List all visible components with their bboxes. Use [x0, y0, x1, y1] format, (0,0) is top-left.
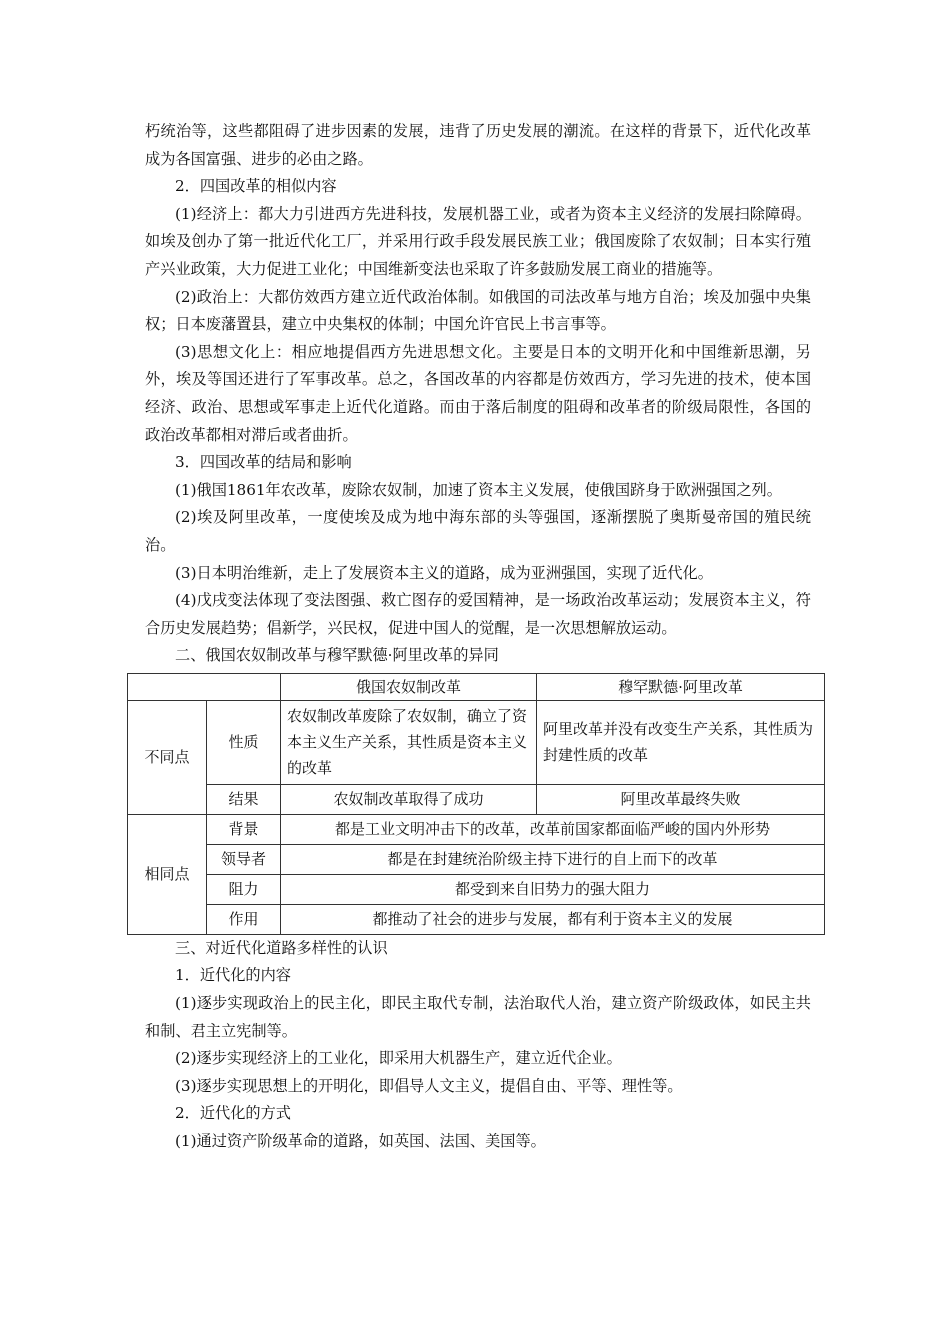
label-nature: 性质	[207, 700, 281, 784]
paragraph-democratization: (1)逐步实现政治上的民主化，即民主取代专制，法治取代人治，建立资产阶级政体，如民主共和制、君主立宪制等。	[145, 994, 811, 1040]
paragraph-revolution: (1)通过资产阶级革命的道路，如英国、法国、美国等。	[175, 1132, 546, 1151]
header-russia: 俄国农奴制改革	[281, 673, 537, 700]
paragraph-economy: (1)经济上：都大力引进西方先进科技，发展机器工业，或者为资本主义经济的发展扫除障碍。如埃及创办了第一批近代化工厂，并采用行政手段发展民族工业；俄国废除了农奴制；日本实行殖产兴业政策，大力促进工业化；中国维新变法也采取了许多鼓励发展工商业的措施等。	[145, 204, 811, 278]
cell-nature-ali: 阿里改革并没有改变生产关系，其性质为封建性质的改革	[537, 700, 825, 784]
cell-nature-russia: 农奴制改革废除了农奴制，确立了资本主义生产关系，其性质是资本主义的改革	[281, 700, 537, 784]
table-row-resistance	[128, 874, 825, 904]
table-corner-cell	[128, 673, 281, 700]
paragraph-china: (4)戊戌变法体现了变法图强、救亡图存的爱国精神，是一场政治改革运动；发展资本主义，符合历史发展趋势；倡新学，兴民权，促进中国人的觉醒，是一次思想解放运动。	[145, 591, 811, 637]
paragraph-enlightenment: (3)逐步实现思想上的开明化，即倡导人文主义，提倡自由、平等、理性等。	[175, 1076, 683, 1095]
paragraph-culture: (3)思想文化上：相应地提倡西方先进思想文化。主要是日本的文明开化和中国维新思潮，另外，埃及等国还进行了军事改革。总之，各国改革的内容都是仿效西方，学习先进的技术，使本国经济、政治、思想或军事走上近代化道路。而由于落后制度的阻碍和改革者的阶级局限性，各国的政治改革都相对滞后或者曲折。	[145, 342, 811, 444]
paragraph-egypt: (2)埃及阿里改革，一度使埃及成为地中海东部的头等强国，逐渐摆脱了奥斯曼帝国的殖民统治。	[145, 508, 811, 554]
table-header-row	[128, 673, 825, 700]
table-row-effect	[128, 904, 825, 934]
paragraph-japan: (3)日本明治维新，走上了发展资本主义的道路，成为亚洲强国，实现了近代化。	[175, 563, 713, 582]
header-ali: 穆罕默德·阿里改革	[537, 673, 825, 700]
paragraph-background-end: 朽统治等，这些都阻碍了进步因素的发展，违背了历史发展的潮流。在这样的背景下，近代化改革成为各国富强、进步的必由之路。	[145, 122, 811, 168]
table-row-leader	[128, 844, 825, 874]
heading-comparison: 二、俄国农奴制改革与穆罕默德·阿里改革的异同	[175, 646, 499, 665]
cell-leader: 都是在封建统治阶级主持下进行的自上而下的改革	[281, 844, 825, 874]
heading-diversity: 三、对近代化道路多样性的认识	[175, 938, 388, 957]
label-leader: 领导者	[207, 844, 281, 874]
heading-methods: 2．近代化的方式	[175, 1104, 291, 1123]
heading-similar-content: 2．四国改革的相似内容	[175, 177, 337, 196]
comparison-table	[127, 673, 825, 935]
paragraph-russia: (1)俄国1861年农改革，废除农奴制，加速了资本主义发展，使俄国跻身于欧洲强国之列。	[175, 480, 782, 499]
cell-result-russia: 农奴制改革取得了成功	[281, 784, 537, 814]
heading-outcome-impact: 3．四国改革的结局和影响	[175, 453, 352, 472]
paragraph-industrialization: (2)逐步实现经济上的工业化，即采用大机器生产，建立近代企业。	[175, 1049, 622, 1068]
label-similarities: 相同点	[128, 814, 207, 934]
cell-result-ali: 阿里改革最终失败	[537, 784, 825, 814]
label-resistance: 阻力	[207, 874, 281, 904]
label-result: 结果	[207, 784, 281, 814]
label-differences: 不同点	[128, 700, 207, 814]
table-row-background	[128, 814, 825, 844]
table-row-nature	[128, 700, 825, 784]
paragraph-politics: (2)政治上：大都仿效西方建立近代政治体制。如俄国的司法改革与地方自治；埃及加强中央集权；日本废藩置县，建立中央集权的体制；中国允许官民上书言事等。	[145, 287, 811, 334]
table-row-result	[128, 784, 825, 814]
cell-background: 都是工业文明冲击下的改革，改革前国家都面临严峻的国内外形势	[281, 814, 825, 844]
heading-content: 1．近代化的内容	[175, 966, 291, 985]
cell-resistance: 都受到来自旧势力的强大阻力	[281, 874, 825, 904]
label-effect: 作用	[207, 904, 281, 934]
document-page	[144, 118, 814, 1156]
label-background: 背景	[207, 814, 281, 844]
cell-effect: 都推动了社会的进步与发展，都有利于资本主义的发展	[281, 904, 825, 934]
